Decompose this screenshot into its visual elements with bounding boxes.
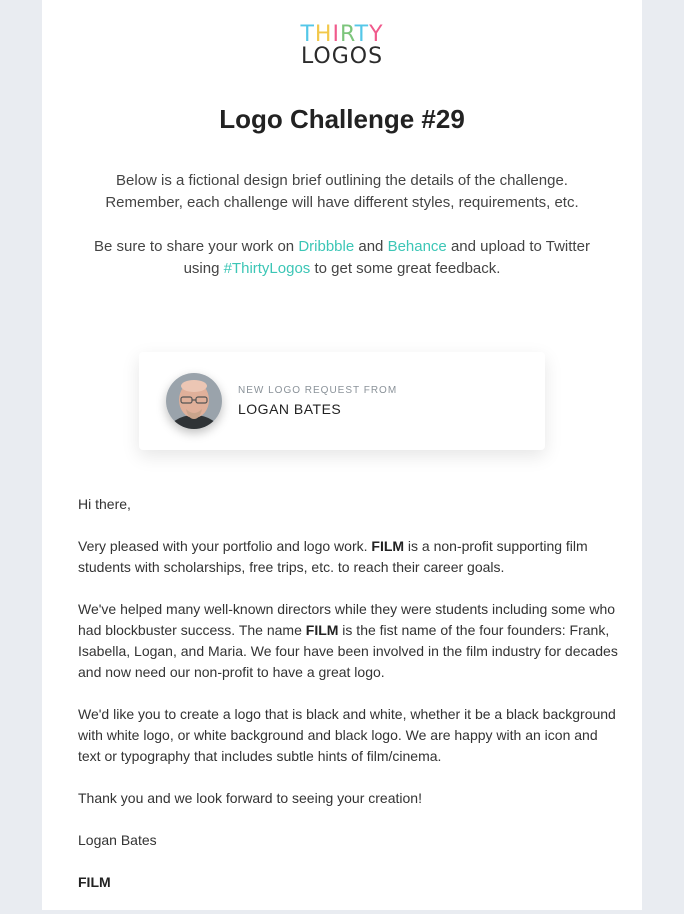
intro-text-segment: and upload to Twitter using	[183, 238, 590, 277]
letter-text-segment: Very pleased with your portfolio and logo work.	[78, 538, 372, 554]
request-label: NEW LOGO REQUEST FROM	[238, 385, 398, 396]
intro-paragraph-1: Below is a fictional design brief outlining the details of the challenge. Remember, each challenge will have different styles, requirements, etc.	[105, 172, 579, 211]
signature-org	[78, 872, 618, 893]
signature-org-name: FILM	[78, 874, 111, 890]
requester-name: LOGAN BATES	[238, 401, 342, 417]
avatar-portrait-icon	[166, 373, 222, 429]
letter-paragraph-4: Thank you and we look forward to seeing your creation!	[78, 790, 422, 806]
letter-text-segment: We've helped many well-known directors while they were students including some who had blockbuster success. The name	[78, 601, 616, 638]
brief-letter	[78, 494, 618, 914]
company-name: FILM	[305, 622, 339, 638]
email-card	[42, 0, 642, 910]
intro-text-segment: to get some great feedback.	[310, 260, 501, 277]
greeting: Hi there,	[78, 496, 131, 512]
dribbble-link[interactable]: Dribbble	[298, 238, 355, 255]
logo-letter: R	[339, 22, 355, 47]
logo-letter: H	[314, 22, 333, 47]
letter-text-segment: is a non-profit supporting film students with scholarships, free trips, etc. to reach their career goals.	[78, 538, 588, 575]
logo-letter: I	[332, 22, 340, 47]
logo-letter: Y	[369, 22, 384, 47]
logo-row-thirty	[42, 24, 642, 46]
avatar	[166, 373, 222, 429]
behance-link[interactable]: Behance	[387, 238, 447, 255]
intro-text-segment: and	[354, 238, 388, 255]
logo-letter: T	[354, 22, 370, 47]
letter-text-segment: is the fist name of the four founders: Frank, Isabella, Logan, and Maria. We four have been involved in the film industry for decades and now need our non-profit to have a great logo.	[78, 622, 618, 680]
intro-text	[82, 170, 602, 302]
logo-letter: T	[300, 22, 315, 47]
letter-paragraph-3: We'd like you to create a logo that is black and white, whether it be a black background with white logo, or white background and black logo. We are happy with an icon and text or typography that includes subtle hints of film/cinema.	[78, 706, 616, 764]
logo-row-logos: LOGOS	[300, 44, 384, 69]
page-title: Logo Challenge #29	[219, 104, 465, 134]
thirty-logos-logo	[42, 24, 642, 68]
company-name: FILM	[371, 538, 405, 554]
letter-paragraph-2	[78, 599, 618, 683]
letter-paragraph-1	[78, 536, 618, 578]
intro-text-segment: Be sure to share your work on	[94, 238, 299, 255]
logo-request-card	[139, 352, 545, 450]
thirtylogos-hashtag-link[interactable]: #ThirtyLogos	[223, 260, 311, 277]
signature-name: Logan Bates	[78, 832, 157, 848]
intro-paragraph-2	[82, 236, 602, 280]
